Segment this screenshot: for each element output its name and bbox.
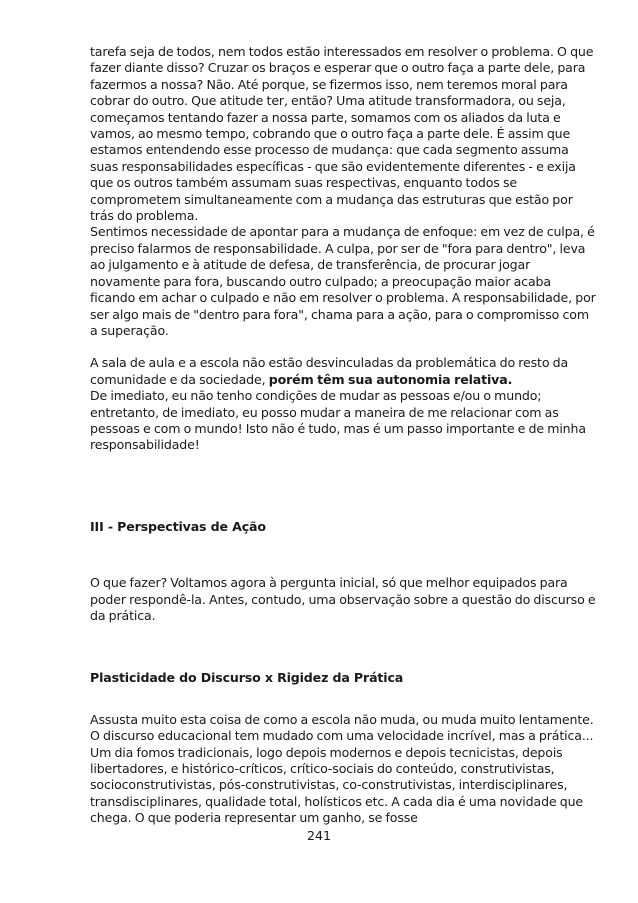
paragraph-immediate-change: De imediato, eu não tenho condições de mudar as pessoas e/ou o mundo; entretanto, de imediato, eu posso mudar a maneira de me relacionar com as pessoas e com o mundo! Isto não é tudo, mas é um passo importante e de minha responsabilidade! <box>90 388 586 453</box>
section-heading-discourse-practice: Plasticidade do Discurso x Rigidez da Prática <box>90 670 404 686</box>
spacer <box>90 339 598 355</box>
paragraph-school-autonomy-text: A sala de aula e a escola não estão desvinculadas da problemática do resto da comunidade e da sociedade, <box>90 355 569 387</box>
paragraph-responsibility: Sentimos necessidade de apontar para a mudança de enfoque: em vez de culpa, é preciso falarmos de responsabilidade. A culpa, por ser de "fora para dentro", leva ao julgamento e à atitude de defesa, de transferência, de procurar jogar novamente para fora, buscando outro culpado; a preocupação maior acaba ficando em achar o culpado e não em resolver o problema. A responsabilidade, por ser algo mais de "dentro para fora", chama para a ação, para o compromisso com a superação. <box>90 224 596 338</box>
document-body <box>90 44 598 827</box>
paragraph-continuation: tarefa seja de todos, nem todos estão interessados em resolver o problema. O que fazer diante disso? Cruzar os braços e esperar que o outro faça a parte dele, para fazermos a nossa? Não. Até porque, se fizermos isso, nem teremos moral para cobrar do outro. Que atitude ter, então? Uma atitude transformadora, ou seja, começamos tentando fazer a nossa parte, somamos com os aliados da luta e vamos, ao mesmo tempo, cobrando que o outro faça a parte dele. É assim que estamos entendendo esse processo de mudança: que cada segmento assuma suas responsabilidades específicas - que são evidentemente diferentes - e exija que os outros também assumam suas respectivas, enquanto todos se comprometem simultaneamente com a mudança das estruturas que estão por trás do problema. <box>90 44 594 224</box>
section-heading-perspectives: III - Perspectivas de Ação <box>90 518 266 534</box>
spacer <box>90 535 598 575</box>
spacer <box>90 454 598 519</box>
spacer <box>90 624 598 670</box>
page-number: 241 <box>306 828 332 843</box>
paragraph-school-autonomy <box>90 355 598 388</box>
paragraph-school-autonomy-emphasis: porém têm sua autonomia relativa. <box>268 371 513 387</box>
spacer <box>90 687 598 712</box>
paragraph-what-to-do: O que fazer? Voltamos agora à pergunta inicial, só que melhor equipados para poder respondê-la. Antes, contudo, uma observação sobre a questão do discurso e da prática. <box>90 575 596 623</box>
paragraph-school-change: Assusta muito esta coisa de como a escola não muda, ou muda muito lentamente. O discurso educacional tem mudado com uma velocidade incrível, mas a prática... Um dia fomos tradicionais, logo depois modernos e depois tecnicistas, depois libertadores, e histórico-críticos, crítico-sociais do conteúdo, construtivistas, socioconstrutivistas, pós-construtivistas, co-construtivistas, interdisciplinares, transdisciplinares, qualidade total, holísticos etc. A cada dia é uma novidade que chega. O que poderia representar um ganho, se fosse <box>90 711 594 826</box>
